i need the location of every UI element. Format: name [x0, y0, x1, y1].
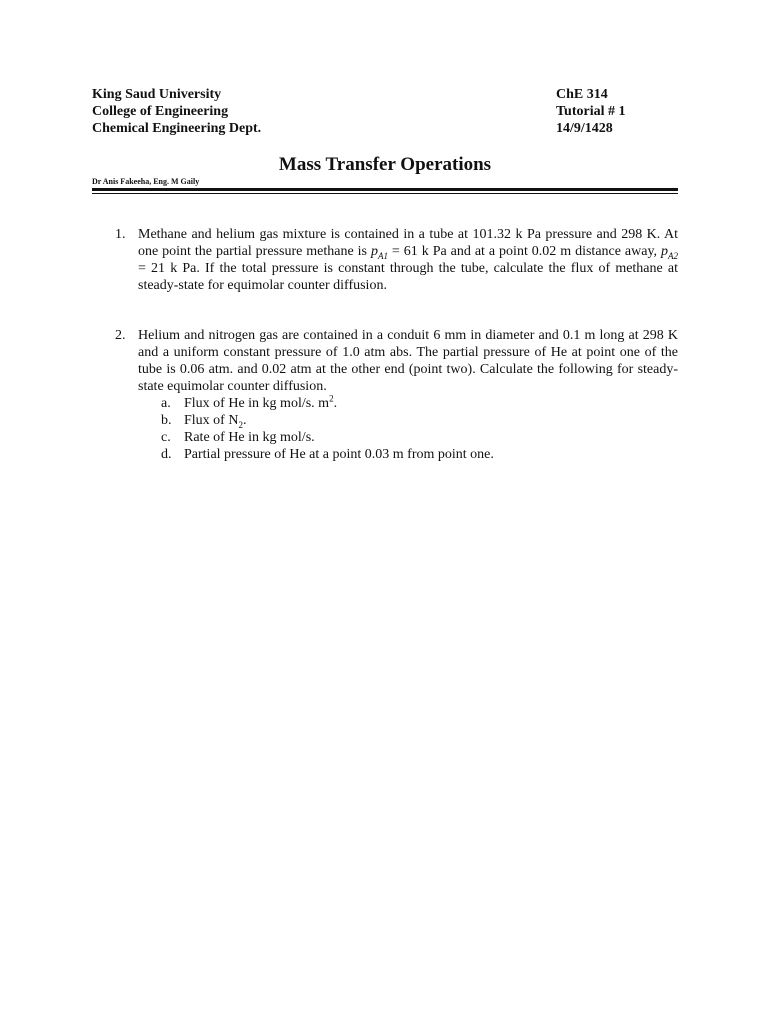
part-b: [138, 412, 678, 429]
pressure-subscript: A1: [377, 250, 388, 261]
part-suffix: .: [242, 413, 247, 428]
part-subscript: 2: [238, 419, 243, 430]
course-code: ChE 314: [556, 87, 608, 102]
part-suffix: .: [333, 396, 338, 411]
pressure-symbol: [371, 244, 388, 259]
part-a: [138, 395, 678, 412]
pressure-var: p: [370, 244, 378, 259]
university-name: King Saud University: [92, 87, 222, 102]
problem-number: 1.: [115, 227, 126, 242]
header-institution: [92, 86, 261, 137]
part-letter: b.: [161, 413, 172, 428]
problem-1: [92, 226, 678, 294]
problem-text: Helium and nitrogen gas are contained in a conduit 6 mm in diameter and 0.1 m long at 298 K and a uniform constant pressure of 1.0 atm abs. The partial pressure of He at point one of the tube is 0.06 atm. and 0.02 atm at the other end (point two). Calculate the following for steady-state equimolar counter diffusion.: [138, 328, 678, 394]
document-date: 14/9/1428: [556, 121, 613, 136]
part-superscript: 2: [329, 393, 334, 404]
part-letter: a.: [161, 396, 171, 411]
document-title: Mass Transfer Operations: [278, 154, 492, 175]
problem-text: Methane and helium gas mixture is contained in a tube at 101.32 k Pa pressure and 298 K. At one point the partial pressure methane is: [138, 227, 678, 259]
part-text: Flux of He in kg mol/s. m: [184, 396, 330, 411]
part-letter: d.: [161, 447, 172, 462]
tutorial-number: Tutorial # 1: [556, 104, 626, 119]
problem-text: = 61 k Pa and at a point 0.02 m distance away,: [387, 244, 662, 259]
problem-text: = 21 k Pa. If the total pressure is constant through the tube, calculate the flux of methane at steady-state for equimolar counter diffusion.: [138, 261, 678, 293]
header-divider-thick: [92, 188, 678, 191]
problem-2-parts: [138, 395, 678, 463]
department-name: Chemical Engineering Dept.: [92, 121, 262, 136]
problem-number: 2.: [115, 328, 126, 343]
pressure-var: p: [661, 244, 669, 259]
problem-2: [92, 327, 678, 463]
part-letter: c.: [161, 430, 171, 445]
part-text: Flux of N: [184, 413, 239, 428]
part-text: Partial pressure of He at a point 0.03 m from point one.: [184, 447, 494, 462]
college-name: College of Engineering: [92, 104, 229, 119]
pressure-subscript: A2: [668, 250, 679, 261]
pressure-symbol: [661, 244, 678, 259]
part-c: [138, 429, 678, 446]
header-divider-thin: [92, 193, 678, 194]
problem-list: [92, 226, 678, 463]
part-d: [138, 446, 678, 463]
header-course-info: [556, 86, 626, 137]
part-text: Rate of He in kg mol/s.: [184, 430, 315, 445]
document-authors: Dr Anis Fakeeha, Eng. M Gaily: [92, 177, 200, 186]
